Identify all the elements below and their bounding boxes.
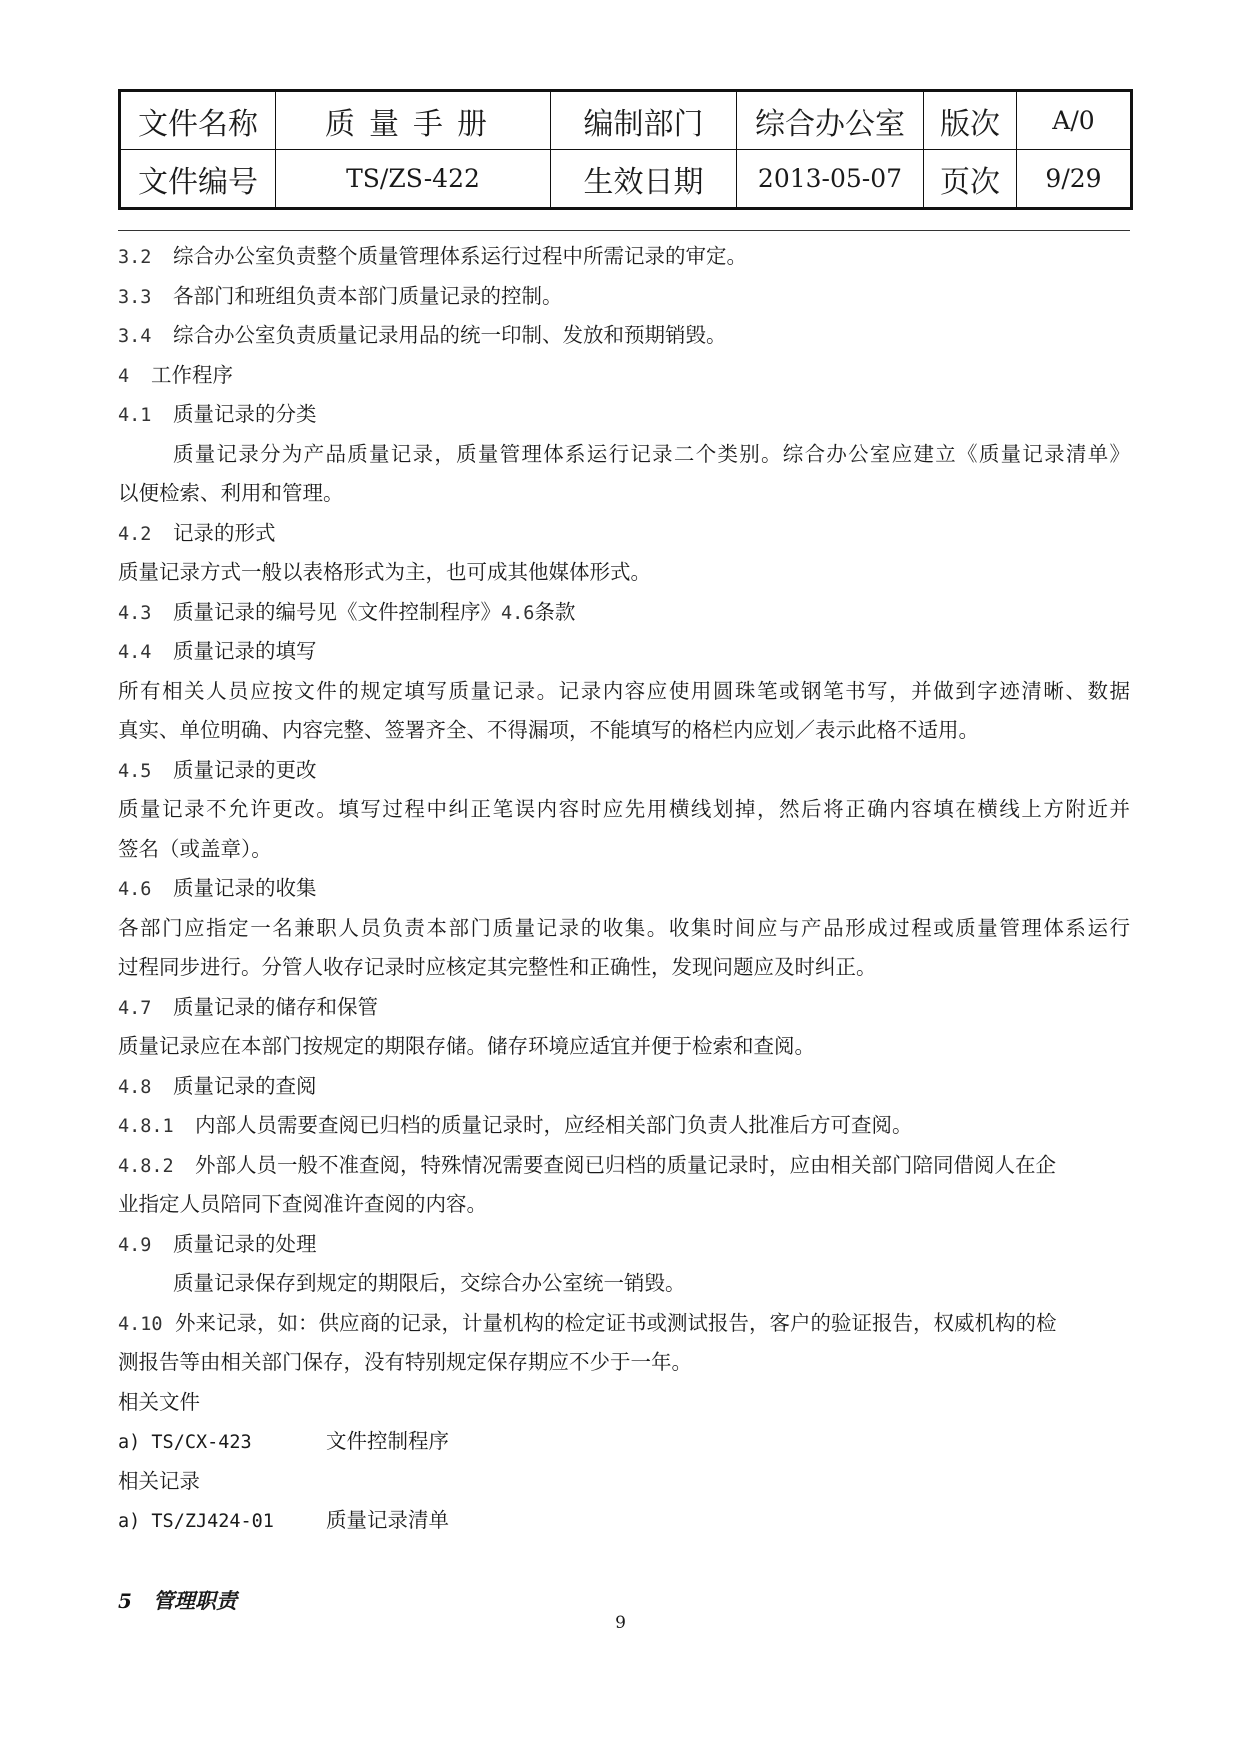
clause-4-8 [118,1067,1130,1107]
paragraph-line: 质量记录应在本部门按规定的期限存储。储存环境应适宜并便于检索和查阅。 [118,1034,815,1058]
clause-4-8-1 [118,1106,1130,1146]
clause-4-10 [118,1304,1130,1344]
clause-text: 各部门和班组负责本部门质量记录的控制。 [173,283,563,308]
related-files-heading: 相关文件 [118,1389,200,1414]
paragraph-line: 业指定人员陪同下查阅准许查阅的内容。 [118,1192,487,1216]
clause-text: 综合办公室负责质量记录用品的统一印制、发放和预期销毁。 [173,323,727,347]
paragraph-line: 过程同步进行。分管人收存记录时应核定其完整性和正确性，发现问题应及时纠正。 [118,955,877,979]
clause-4-8-2 [118,1146,1130,1186]
clause-number: 4.10 [118,1313,163,1335]
paragraph-line: 各部门应指定一名兼职人员负责本部门质量记录的收集。收集时间应与产品形成过程或质量管理体系运行 [118,915,1130,940]
clause-3-3 [118,277,1130,317]
effective-date-value: 2013-05-07 [737,150,924,209]
clause-number: 4.5 [118,760,152,782]
paragraph-line: 质量记录分为产品质量记录，质量管理体系运行记录二个类别。综合办公室应建立《质量记录清单》 [173,441,1130,466]
clause-number: 4.7 [118,997,152,1019]
header-row-1 [120,91,1132,150]
file-number-label: 文件编号 [120,150,276,209]
clause-number: 4.8.2 [118,1155,174,1177]
department-value: 综合办公室 [737,91,924,150]
section-5-heading [118,1585,237,1615]
clause-4-4 [118,632,1130,672]
clause-title: 质量记录的编号见《文件控制程序》 [173,599,501,624]
page-number: 9 [615,1613,626,1633]
clause-number: 4.8.1 [118,1116,174,1137]
header-divider [118,230,1130,231]
clause-3-4 [118,316,1130,356]
clause-number: 4.9 [118,1234,152,1256]
file-name-label: 文件名称 [120,91,276,150]
page-value: 9/29 [1017,150,1132,209]
clause-number: 3.3 [118,286,152,308]
clause-number: 4.2 [118,523,152,545]
paragraph-line: 质量记录保存到规定的期限后，交综合办公室统一销毁。 [173,1271,686,1295]
department-label: 编制部门 [551,91,737,150]
clause-title: 质量记录的填写 [173,639,317,663]
record-code: a) TS/ZJ424-01 [118,1511,274,1532]
record-title: 质量记录清单 [326,1508,449,1532]
clause-reference: 4.6 [501,602,535,624]
clause-title: 质量记录的分类 [173,402,317,426]
paragraph-line: 质量记录不允许更改。填写过程中纠正笔误内容时应先用横线划掉，然后将正确内容填在横线上方附近并 [118,797,1130,821]
related-records-heading: 相关记录 [118,1468,200,1493]
clause-title: 质量记录的更改 [173,757,317,782]
page-label: 页次 [924,150,1017,209]
file-name-value: 质量手册 [276,91,551,150]
clause-number: 4.6 [118,879,152,900]
file-code: a) TS/CX-423 [118,1432,252,1453]
clause-4-6 [118,869,1130,909]
document-header-table [118,89,1133,210]
file-title: 文件控制程序 [326,1429,449,1453]
section-number: 4 [118,365,130,387]
paragraph-line: 签名（或盖章）。 [118,836,272,861]
related-file-item [118,1422,1130,1462]
section-title: 工作程序 [151,362,233,387]
paragraph-line: 真实、单位明确、内容完整、签署齐全、不得漏项，不能填写的格栏内应划／表示此格不适用。 [118,718,979,742]
section-title: 管理职责 [153,1589,237,1613]
clause-title: 质量记录的储存和保管 [173,994,378,1019]
paragraph-line: 测报告等由相关部门保存，没有特别规定保存期应不少于一年。 [118,1350,692,1374]
version-value: A/0 [1017,91,1132,150]
clause-4-2 [118,514,1130,554]
clause-number: 4.3 [118,602,152,624]
clause-number: 4.1 [118,405,152,426]
paragraph-line: 所有相关人员应按文件的规定填写质量记录。记录内容应使用圆珠笔或钢笔书写，并做到字迹清晰、数据 [118,678,1130,703]
clause-reference-suffix: 条款 [534,599,576,624]
section-4-heading [118,356,1130,396]
clause-4-3 [118,593,1130,633]
related-record-item [118,1501,1130,1541]
clause-title: 记录的形式 [173,520,276,545]
paragraph-line: 以便检索、利用和管理。 [118,481,344,505]
clause-4-7 [118,988,1130,1028]
clause-text: 外来记录，如：供应商的记录，计量机构的检定证书或测试报告，客户的验证报告，权威机构的检 [175,1310,1057,1335]
clause-text: 内部人员需要查阅已归档的质量记录时，应经相关部门负责人批准后方可查阅。 [195,1113,913,1137]
clause-text: 外部人员一般不准查阅，特殊情况需要查阅已归档的质量记录时，应由相关部门陪同借阅人在企 [195,1152,1056,1177]
clause-4-5 [118,751,1130,791]
clause-4-9 [118,1225,1130,1265]
effective-date-label: 生效日期 [551,150,737,209]
document-body [118,237,1130,1541]
file-number-value: TS/ZS-422 [276,150,551,209]
section-number: 5 [118,1589,132,1613]
version-label: 版次 [924,91,1017,150]
header-row-2 [120,150,1132,209]
clause-title: 质量记录的处理 [173,1231,317,1256]
clause-number: 3.2 [118,247,152,268]
clause-3-2 [118,237,1130,277]
clause-number: 4.8 [118,1076,152,1098]
paragraph-line: 质量记录方式一般以表格形式为主，也可成其他媒体形式。 [118,560,651,584]
clause-title: 质量记录的收集 [173,876,317,900]
clause-title: 质量记录的查阅 [173,1073,317,1098]
clause-number: 4.4 [118,642,152,663]
clause-text: 综合办公室负责整个质量管理体系运行过程中所需记录的审定。 [173,244,747,268]
clause-number: 3.4 [118,326,152,347]
clause-4-1 [118,395,1130,435]
